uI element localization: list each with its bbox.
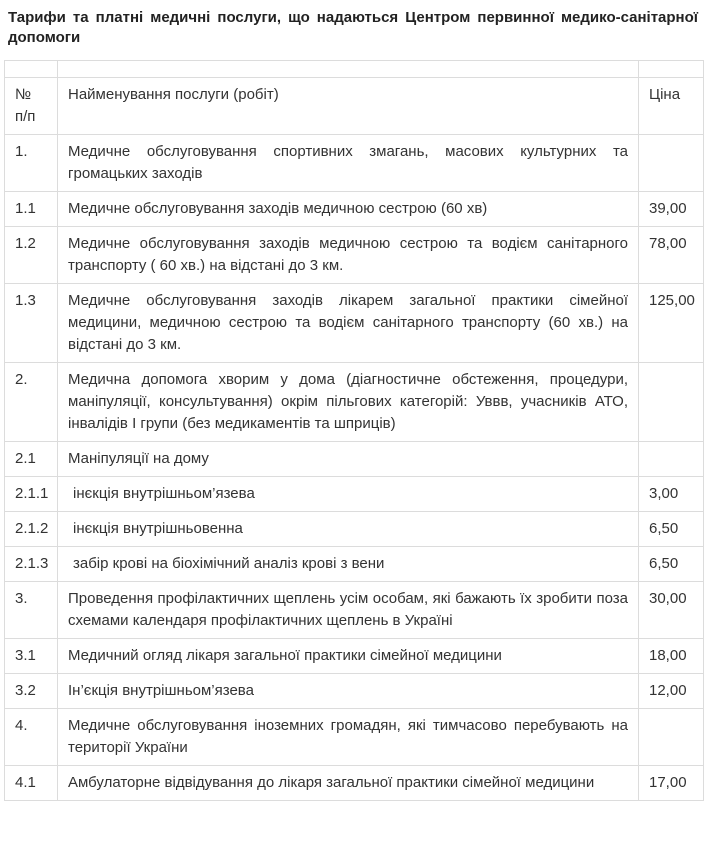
row-num: 1.1 [5, 192, 58, 227]
row-name: Амбулаторне відвідування до лікаря загальної практики сімейної медицини [58, 766, 639, 801]
table-row [5, 284, 704, 363]
table-row [5, 639, 704, 674]
row-name [58, 512, 639, 547]
spacer-cell [639, 61, 704, 78]
row-price: 125,00 [639, 284, 704, 363]
table-row [5, 442, 704, 477]
row-price: 6,50 [639, 512, 704, 547]
table-row [5, 512, 704, 547]
table-row [5, 227, 704, 284]
row-price: 3,00 [639, 477, 704, 512]
table-row [5, 547, 704, 582]
row-num: 4.1 [5, 766, 58, 801]
header-num: № п/п [5, 78, 58, 135]
table-spacer-row [5, 61, 704, 78]
row-num: 2.1 [5, 442, 58, 477]
row-name: Медичне обслуговування заходів медичною сестрою та водієм санітарного транспорту ( 60 хв.) на відстані до 3 км. [58, 227, 639, 284]
table-row [5, 582, 704, 639]
table-row [5, 709, 704, 766]
row-num: 1. [5, 135, 58, 192]
row-name-text: забір крові на біохімічний аналіз крові з вени [73, 555, 385, 572]
row-name: Медичне обслуговування спортивних змагань, масових культурних та громацьких заходів [58, 135, 639, 192]
spacer-cell [58, 61, 639, 78]
row-price: 78,00 [639, 227, 704, 284]
row-price: 30,00 [639, 582, 704, 639]
table-row [5, 766, 704, 801]
table-row [5, 363, 704, 442]
tariffs-table [4, 60, 704, 801]
row-name: Медичне обслуговування іноземних громадян, які тимчасово перебувають на території України [58, 709, 639, 766]
row-num: 2.1.1 [5, 477, 58, 512]
table-row [5, 192, 704, 227]
row-name [58, 477, 639, 512]
row-num: 4. [5, 709, 58, 766]
row-price: 6,50 [639, 547, 704, 582]
row-name: Маніпуляції на дому [58, 442, 639, 477]
table-row [5, 477, 704, 512]
table-row [5, 135, 704, 192]
row-price [639, 135, 704, 192]
row-num: 2. [5, 363, 58, 442]
header-price: Ціна [639, 78, 704, 135]
row-price: 39,00 [639, 192, 704, 227]
header-name: Найменування послуги (робіт) [58, 78, 639, 135]
row-name: Ін’єкція внутрішньом’язева [58, 674, 639, 709]
row-num: 2.1.2 [5, 512, 58, 547]
row-num: 3.2 [5, 674, 58, 709]
row-name [58, 547, 639, 582]
row-name: Медична допомога хворим у дома (діагностичне обстеження, процедури, маніпуляції, консультування) окрім пільгових категорій: Уввв, учасників АТО, інвалідів І групи (без медикаментів та шприців) [58, 363, 639, 442]
row-num: 2.1.3 [5, 547, 58, 582]
row-price [639, 709, 704, 766]
row-name: Медичне обслуговування заходів лікарем загальної практики сімейної медицини, медичною сестрою та водієм санітарного транспорту (60 хв.) на відстані до 3 км. [58, 284, 639, 363]
row-price: 17,00 [639, 766, 704, 801]
row-price [639, 363, 704, 442]
table-row [5, 674, 704, 709]
row-price: 18,00 [639, 639, 704, 674]
row-name: Медичне обслуговування заходів медичною сестрою (60 хв) [58, 192, 639, 227]
row-num: 3. [5, 582, 58, 639]
table-header-row [5, 78, 704, 135]
spacer-cell [5, 61, 58, 78]
row-num: 1.3 [5, 284, 58, 363]
page-title: Тарифи та платні медичні послуги, що надаються Центром первинної медико-санітарної допомоги [8, 9, 698, 46]
row-name-text: інєкція внутрішньовенна [73, 520, 243, 537]
row-name-text: інєкція внутрішньом’язева [73, 485, 255, 502]
row-price [639, 442, 704, 477]
row-name: Медичний огляд лікаря загальної практики сімейної медицини [58, 639, 639, 674]
row-price: 12,00 [639, 674, 704, 709]
row-num: 3.1 [5, 639, 58, 674]
row-num: 1.2 [5, 227, 58, 284]
row-name: Проведення профілактичних щеплень усім особам, які бажають їх зробити поза схемами календаря профілактичних щеплень в Україні [58, 582, 639, 639]
